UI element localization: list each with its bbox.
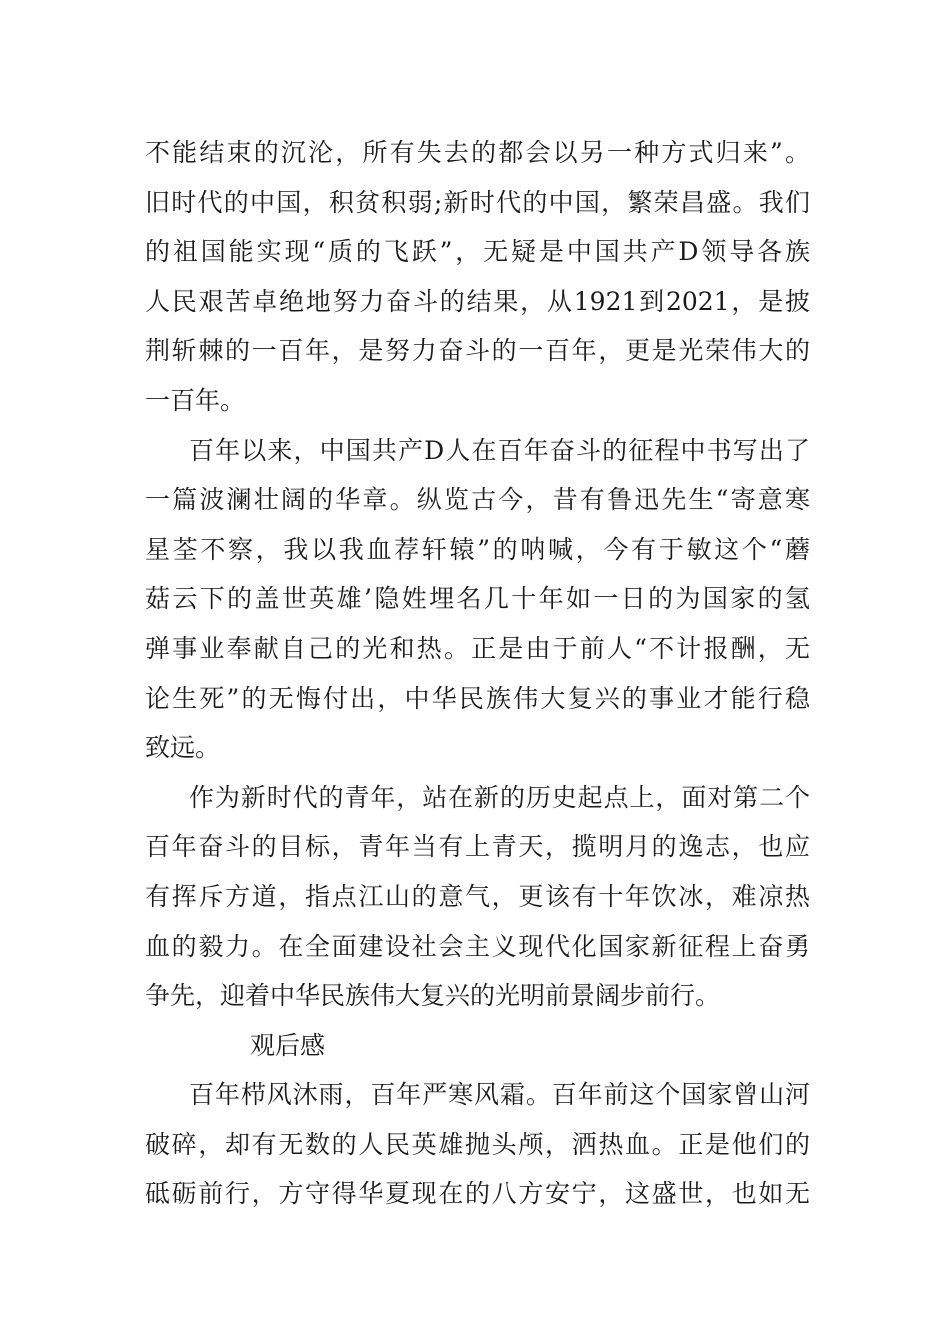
text-line: 星荃不察，我以我血荐轩辕”的呐喊，今有于敏这个“蘑 — [145, 534, 810, 564]
text-line: 砥砺前行，方守得华夏现在的八方安宁，这盛世，也如无 — [145, 1179, 810, 1209]
text-line: 有挥斥方道，指点江山的意气，更该有十年饮冰，难凉热 — [145, 881, 810, 911]
text-line: 破碎，却有无数的人民英雄抛头颅，洒热血。正是他们的 — [145, 1129, 810, 1159]
body-text — [145, 128, 810, 1219]
text-line: 荆斩棘的一百年，是努力奋斗的一百年，更是光荣伟大的 — [145, 336, 810, 366]
paragraph-start-line: 百年以来，中国共产D人在百年奋斗的征程中书写出了 — [189, 435, 810, 465]
text-line: 菇云下的盖世英雄’隐姓埋名几十年如一日的为国家的氢 — [145, 584, 810, 614]
text-line: 的祖国能实现“质的飞跃”，无疑是中国共产D领导各族 — [145, 237, 810, 267]
paragraph-start-line: 作为新时代的青年，站在新的历史起点上，面对第二个 — [189, 782, 810, 812]
text-line: 百年奋斗的目标，青年当有上青天，揽明月的逸志，也应 — [145, 832, 810, 862]
text-line: 不能结束的沉沦，所有失去的都会以另一种方式归来”。 — [145, 138, 810, 167]
text-line: 争先，迎着中华民族伟大复兴的光明前景阔步前行。 — [145, 981, 721, 1011]
text-line: 一篇波澜壮阔的华章。纵览古今，昔有鲁迅先生“寄意寒 — [145, 485, 810, 515]
section-heading: 观后感 — [250, 1030, 326, 1060]
paragraph-start-line: 百年栉风沐雨，百年严寒风霜。百年前这个国家曾山河 — [189, 1080, 810, 1110]
text-line: 血的毅力。在全面建设社会主义现代化国家新征程上奋勇 — [145, 931, 810, 961]
text-line: 弹事业奉献自己的光和热。正是由于前人“不计报酬，无 — [145, 633, 810, 663]
text-line: 一百年。 — [145, 385, 246, 415]
text-line: 人民艰苦卓绝地努力奋斗的结果，从1921到2021，是披 — [145, 286, 810, 316]
text-line: 旧时代的中国，积贫积弱;新时代的中国，繁荣昌盛。我们 — [145, 187, 810, 217]
text-line: 论生死”的无悔付出，中华民族伟大复兴的事业才能行稳 — [145, 683, 810, 713]
text-line: 致远。 — [145, 733, 221, 763]
